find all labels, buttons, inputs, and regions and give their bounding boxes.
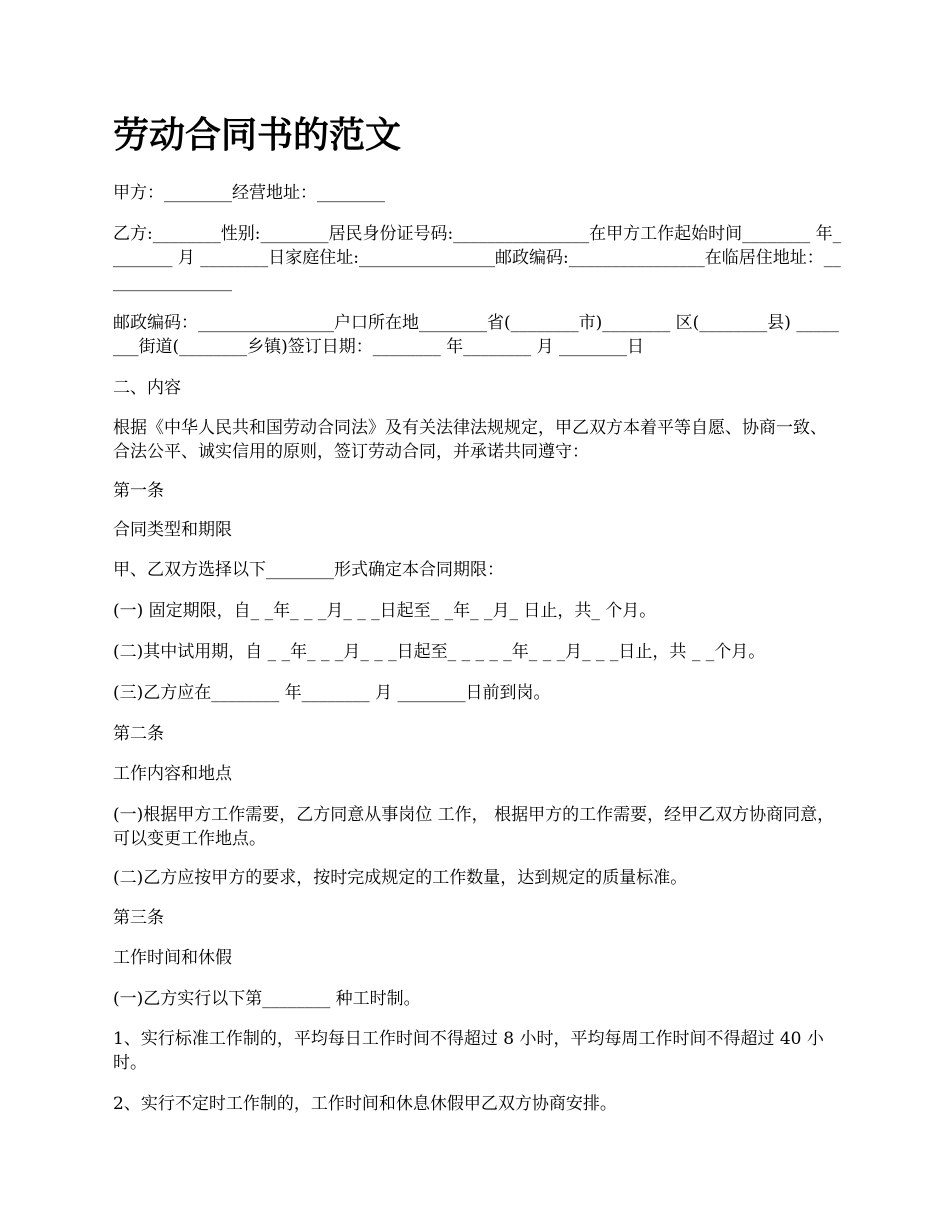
article-1-title: 合同类型和期限 xyxy=(113,520,232,540)
preamble-paragraph: 根据《中华人民共和国劳动合同法》及有关法律法规规定，甲乙双方本着平等自愿、协商一致、合法公平、诚实信用的原则，签订劳动合同，并承诺共同遵守： xyxy=(113,418,827,462)
article-2-item-2: (二)乙方应按甲方的要求，按时完成规定的工作数量，达到规定的质量标准。 xyxy=(113,868,688,888)
residence-info: 邮政编码：________________户口所在地________省(________市)________ 区(________县) ________街道(________乡镇)签订日期：________ 年________ 月 ________日 xyxy=(113,313,839,357)
article-3-rule-2: 2、实行不定时工作制的，工作时间和休息休假甲乙双方协商安排。 xyxy=(113,1094,617,1114)
article-1-heading: 第一条 xyxy=(113,481,164,501)
party-a-line: 甲方：________经营地址：________ xyxy=(113,183,385,203)
section-heading-content: 二、内容 xyxy=(113,378,181,398)
article-3-rule-1: 1、实行标准工作制的，平均每日工作时间不得超过 8 小时，平均每周工作时间不得超过 40 小时。 xyxy=(113,1029,824,1073)
party-b-info: 乙方:________性别:________居民身份证号码:________________在甲方工作起始时间________ 年________ 月 ________日家庭住址:________________邮政编码:________________在临居住地址：________________ xyxy=(113,224,842,292)
article-1-intro: 甲、乙双方选择以下________形式确定本合同期限： xyxy=(113,560,504,580)
article-2-heading: 第二条 xyxy=(113,724,164,744)
article-3-item-1: (一)乙方实行以下第________ 种工时制。 xyxy=(113,989,421,1009)
article-1-item-1: (一) 固定期限，自_ _年_ _ _月_ _ _日起至_ _年_ _月_ 日止，共_ 个月。 xyxy=(113,601,657,621)
article-3-title: 工作时间和休假 xyxy=(113,948,232,968)
document-title: 劳动合同书的范文 xyxy=(113,115,402,156)
article-2-title: 工作内容和地点 xyxy=(113,764,232,784)
article-2-item-1: (一)根据甲方工作需要，乙方同意从事岗位 工作， 根据甲方的工作需要，经甲乙双方协商同意，可以变更工作地点。 xyxy=(113,805,835,849)
article-1-item-2: (二)其中试用期，自 _ _年_ _ _月_ _ _日起至_ _ _ _ _年_ _ _月_ _ _日止，共 _ _个月。 xyxy=(113,642,766,662)
article-3-heading: 第三条 xyxy=(113,908,164,928)
article-1-item-3: (三)乙方应在________ 年________ 月 ________日前到岗。 xyxy=(113,683,551,703)
